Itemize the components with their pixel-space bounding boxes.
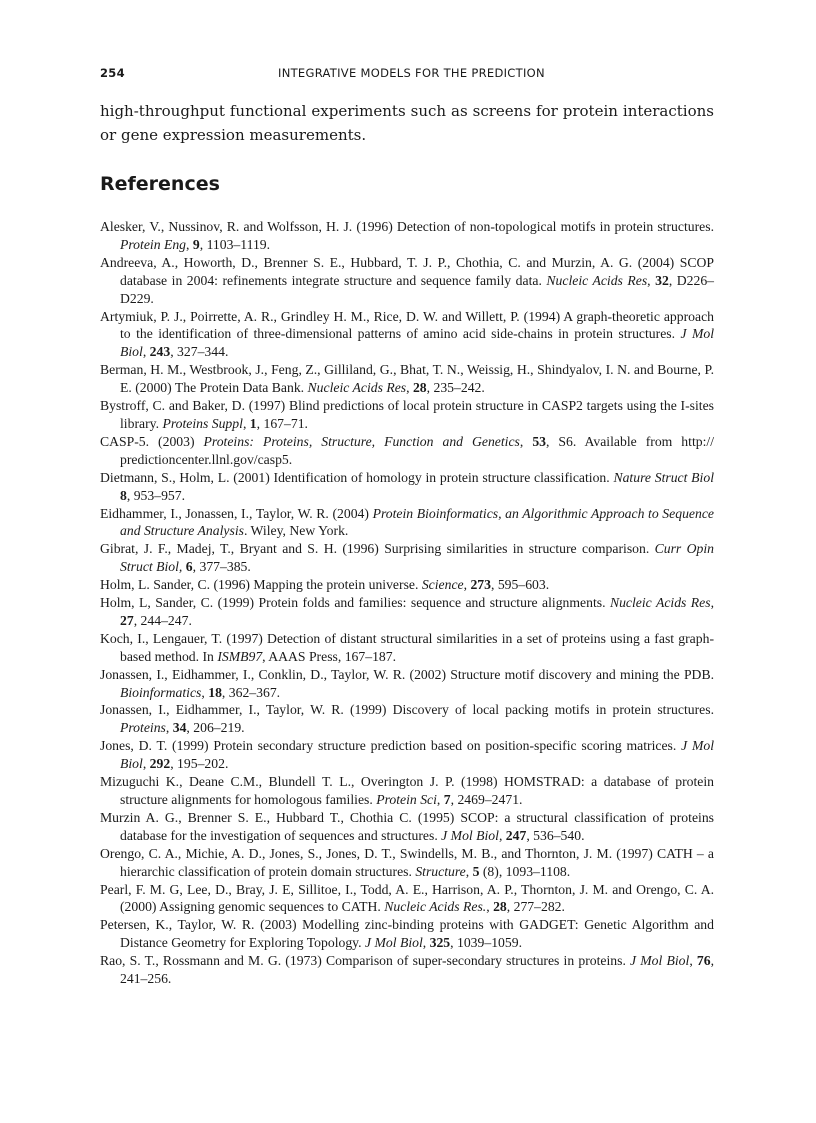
reference-text: , bbox=[498, 827, 506, 843]
reference-journal: J Mol Biol bbox=[630, 953, 690, 969]
reference-entry bbox=[100, 505, 714, 541]
reference-entry bbox=[100, 308, 714, 362]
reference-journal: J Mol Biol bbox=[441, 827, 499, 843]
reference-entry bbox=[100, 881, 714, 917]
reference-text: Bystroff, C. and Baker, D. (1997) Blind predictions of local protein structure in CASP2 targets using the I-sites library. bbox=[100, 398, 714, 431]
reference-text: , AAAS Press, 167–187. bbox=[262, 648, 397, 664]
reference-text: , bbox=[406, 380, 413, 396]
reference-text: , 241–256. bbox=[120, 953, 715, 987]
reference-text: Holm, L. Sander, C. (1996) Mapping the protein universe. bbox=[100, 577, 422, 593]
reference-volume: 76 bbox=[696, 953, 711, 969]
reference-volume: 243 bbox=[149, 344, 171, 360]
reference-volume: 5 bbox=[472, 863, 480, 879]
reference-volume: 27 bbox=[120, 612, 134, 628]
reference-journal: Nucleic Acids Res bbox=[307, 380, 407, 396]
reference-text: , bbox=[710, 595, 714, 611]
reference-journal: Proteins Suppl bbox=[162, 415, 243, 431]
reference-text: , bbox=[689, 953, 697, 969]
reference-text: , bbox=[142, 344, 150, 360]
reference-text: , bbox=[242, 415, 250, 431]
reference-list bbox=[100, 218, 714, 988]
reference-entry bbox=[100, 809, 714, 845]
reference-text: Andreeva, A., Howorth, D., Brenner S. E., Hubbard, T. J. P., Chothia, C. and Murzin, A. G. (2004) SCOP database in 2004: refinements integrate structure and sequence family data. bbox=[100, 254, 714, 288]
reference-text: Rao, S. T., Rossmann and M. G. (1973) Comparison of super-secondary structures in proteins. bbox=[100, 953, 631, 969]
reference-entry bbox=[100, 845, 714, 881]
reference-text: , 235–242. bbox=[426, 380, 485, 396]
reference-entry bbox=[100, 576, 714, 594]
reference-text: , 167–71. bbox=[256, 415, 308, 431]
reference-text: Murzin A. G., Brenner S. E., Hubbard T., Chothia C. (1995) SCOP: a structural classification of proteins database for the investigation of sequences and structures. bbox=[100, 809, 714, 843]
reference-entry bbox=[100, 540, 714, 576]
reference-volume: 53 bbox=[532, 433, 546, 449]
reference-entry bbox=[100, 916, 714, 952]
reference-text: , bbox=[519, 433, 533, 449]
reference-entry bbox=[100, 218, 714, 254]
reference-text: , bbox=[465, 863, 473, 879]
reference-text: Holm, L, Sander, C. (1999) Protein folds and families: sequence and structure alignments. bbox=[100, 595, 610, 611]
reference-volume: 9 bbox=[192, 236, 200, 252]
reference-text: , 2469–2471. bbox=[450, 792, 523, 807]
reference-volume: 1 bbox=[249, 415, 257, 431]
reference-journal: Nucleic Acids Res bbox=[609, 595, 711, 611]
reference-text: , bbox=[142, 756, 150, 772]
reference-text: , bbox=[647, 272, 656, 288]
reference-text: Pearl, F. M. G, Lee, D., Bray, J. E, Sillitoe, I., Todd, A. E., Harrison, A. P., Thornton, J. M. and Orengo, C. A. (2000) Assigning genomic sequences to CATH. bbox=[100, 881, 714, 915]
reference-text: Gibrat, J. F., Madej, T., Bryant and S. H. (1996) Surprising similarities in structure comparison. bbox=[100, 541, 655, 557]
reference-text: CASP-5. (2003) bbox=[100, 433, 204, 449]
reference-text: , 206–219. bbox=[186, 720, 245, 736]
reference-volume: 325 bbox=[429, 935, 451, 951]
reference-journal: Science bbox=[421, 577, 464, 593]
reference-text: Eidhammer, I., Jonassen, I., Taylor, W. R. (2004) bbox=[100, 505, 373, 521]
reference-text: , 277–282. bbox=[506, 899, 565, 915]
reference-text: , bbox=[186, 236, 193, 252]
reference-text: (8), 1093–1108. bbox=[479, 863, 571, 879]
reference-volume: 273 bbox=[470, 577, 491, 593]
reference-volume: 292 bbox=[149, 756, 171, 772]
reference-text: , bbox=[463, 577, 471, 593]
reference-text: , bbox=[201, 684, 209, 700]
reference-entry bbox=[100, 397, 714, 433]
running-title: INTEGRATIVE MODELS FOR THE PREDICTION bbox=[278, 66, 545, 80]
reference-text: , 1039–1059. bbox=[450, 935, 522, 951]
reference-entry bbox=[100, 630, 714, 666]
reference-entry bbox=[100, 594, 714, 630]
reference-text: , 377–385. bbox=[192, 559, 251, 575]
reference-entry bbox=[100, 737, 714, 773]
reference-text: , bbox=[422, 935, 430, 951]
reference-text: Berman, H. M., Westbrook, J., Feng, Z., Gilliland, G., Bhat, T. N., Weissig, H., Shindyalov, I. N. and Bourne, P. E. (2000) The Protein Data Bank. bbox=[100, 362, 714, 396]
reference-journal: J Mol Biol bbox=[120, 738, 714, 772]
reference-journal: Nature Struct Biol bbox=[613, 469, 714, 485]
reference-text: Jonassen, I., Eidhammer, I., Taylor, W. R. (1999) Discovery of local packing motifs in protein structures. bbox=[100, 702, 714, 718]
reference-journal: Proteins bbox=[120, 720, 166, 736]
reference-text: . Wiley, New York. bbox=[243, 523, 349, 539]
reference-text: , D226–D229. bbox=[120, 272, 715, 306]
reference-entry bbox=[100, 433, 714, 469]
reference-journal: Nucleic Acids Res. bbox=[384, 899, 487, 915]
reference-text: Artymiuk, P. J., Poirrette, A. R., Grindley H. M., Rice, D. W. and Willett, P. (1994) A graph-theoretic approach to the identification of three-dimensional patterns of amino acid side-chains in protein structures. bbox=[100, 308, 714, 342]
reference-text: , 536–540. bbox=[526, 827, 585, 843]
reference-text: , 195–202. bbox=[170, 756, 229, 772]
reference-text: Jones, D. T. (1999) Protein secondary structure prediction based on position-specific scoring matrices. bbox=[100, 738, 682, 754]
reference-journal: Structure bbox=[415, 863, 466, 879]
intro-paragraph: high-throughput functional experiments such as screens for protein interactions or gene expression measurements. bbox=[100, 102, 714, 144]
reference-text: , 327–344. bbox=[170, 344, 229, 360]
reference-volume: 28 bbox=[493, 899, 507, 915]
reference-journal: Protein Sci bbox=[376, 792, 437, 807]
reference-text: Petersen, K., Taylor, W. R. (2003) Modelling zinc-binding proteins with GADGET: Genetic Algorithm and Distance Geometry for Exploring Topology. bbox=[100, 917, 714, 951]
reference-text: , 362–367. bbox=[221, 684, 281, 700]
reference-text: , 953–957. bbox=[126, 487, 186, 503]
reference-volume: 6 bbox=[185, 559, 193, 575]
section-title: References bbox=[100, 173, 220, 195]
reference-entry bbox=[100, 666, 714, 702]
reference-entry bbox=[100, 361, 714, 397]
reference-journal: Protein Eng bbox=[120, 236, 187, 252]
reference-volume: 18 bbox=[208, 684, 222, 700]
reference-volume: 28 bbox=[412, 380, 427, 396]
reference-volume: 32 bbox=[655, 272, 669, 288]
reference-volume: 34 bbox=[172, 720, 187, 736]
reference-text: , 1103–1119. bbox=[199, 236, 271, 252]
reference-volume: 247 bbox=[505, 827, 527, 843]
reference-journal: J Mol Biol bbox=[364, 935, 423, 951]
reference-entry bbox=[100, 254, 714, 308]
reference-text: , bbox=[165, 720, 173, 736]
reference-entry bbox=[100, 701, 714, 737]
reference-text: , bbox=[436, 792, 444, 807]
reference-text: Koch, I., Lengauer, T. (1997) Detection of distant structural similarities in a set of proteins using a fast graph-based method. In bbox=[100, 630, 714, 664]
reference-text: Mizuguchi K., Deane C.M., Blundell T. L., Overington J. P. (1998) HOMSTRAD: a database of protein structure alignments for homologous families. bbox=[100, 774, 714, 807]
reference-text: , 244–247. bbox=[133, 612, 192, 628]
reference-entry bbox=[100, 773, 714, 809]
reference-text: Alesker, V., Nussinov, R. and Wolfsson, H. J. (1996) Detection of non-topological motifs in protein structures. bbox=[100, 219, 714, 234]
reference-text: , bbox=[486, 899, 494, 915]
reference-entry bbox=[100, 952, 714, 988]
reference-volume: 7 bbox=[443, 792, 451, 807]
reference-volume: 8 bbox=[120, 487, 127, 503]
page-number: 254 bbox=[100, 66, 125, 80]
reference-journal: Nucleic Acids Res bbox=[546, 272, 648, 288]
reference-journal: ISMB97 bbox=[217, 648, 263, 664]
reference-text: , 595–603. bbox=[490, 577, 550, 593]
reference-journal: Bioinformatics bbox=[120, 684, 202, 700]
reference-text: Jonassen, I., Eidhammer, I., Conklin, D., Taylor, W. R. (2002) Structure motif discovery and mining the PDB. bbox=[100, 666, 714, 682]
reference-text: Dietmann, S., Holm, L. (2001) Identification of homology in protein structure classification. bbox=[100, 469, 614, 485]
reference-text: , S6. Available from http:// predictioncenter.llnl.gov/casp5. bbox=[120, 433, 714, 467]
reference-journal: Proteins: Proteins, Structure, Function and Genetics bbox=[203, 433, 520, 449]
reference-journal: Curr Opin Struct Biol, bbox=[120, 541, 714, 575]
reference-entry bbox=[100, 469, 714, 505]
reference-journal: Protein Bioinformatics, an Algorithmic Approach to Sequence and Structure Analysis bbox=[120, 505, 714, 539]
reference-journal: J Mol Biol bbox=[120, 326, 715, 360]
reference-text: Orengo, C. A., Michie, A. D., Jones, S., Jones, D. T., Swindells, M. B., and Thornton, J. M. (1997) CATH – a hierarchic classification of protein domain structures. bbox=[100, 845, 714, 879]
